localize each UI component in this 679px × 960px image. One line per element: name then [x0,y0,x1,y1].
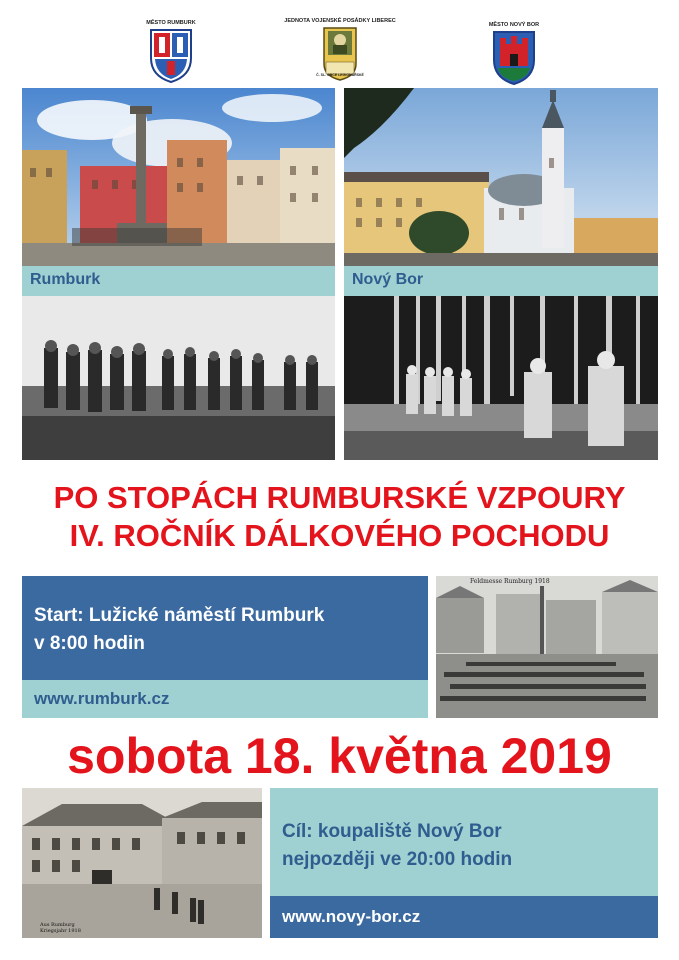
logo-legion-badge-text: Č. SL. OBCE LEGIONÁŘSKÉ [316,73,364,77]
rumburk-coat-of-arms-icon [140,28,202,84]
finish-time: nejpozději ve 20:00 hodin [282,849,513,870]
postcard-street-caption: Aus Rumburg Kriegsjahr 1918 [40,922,81,934]
headline-title: PO STOPÁCH RUMBURSKÉ VZPOURY [53,480,626,515]
start-url-link[interactable]: www.rumburk.cz [34,689,170,708]
logo-rumburk-label: MĚSTO RUMBURK [146,20,196,26]
photo-postcard-street [22,788,262,938]
start-url-box[interactable] [22,680,428,718]
finish-info-box [270,788,658,896]
start-location: Start: Lužické náměstí Rumburk [34,605,325,626]
finish-url-link[interactable]: www.novy-bor.cz [282,907,421,926]
headline-subtitle: IV. ROČNÍK DÁLKOVÉHO POCHODU [69,518,610,553]
logo-novy-bor [484,22,544,86]
caption-novy-bor: Nový Bor [344,266,658,296]
photo-forest-execution [344,296,658,460]
caption-rumburk: Rumburk [22,266,335,296]
postcard-feldmesse-caption: Feldmesse Rumburg 1918 [470,578,550,585]
event-date: sobota 18. května 2019 [67,728,612,784]
finish-url-box[interactable] [270,896,658,938]
photo-postcard-feldmesse [436,576,658,718]
photo-soldiers-lineup [22,296,335,460]
logo-legion [272,18,408,84]
finish-location: Cíl: koupaliště Nový Bor [282,821,502,842]
novy-bor-coat-of-arms-icon [484,30,544,86]
logo-novy-bor-label: MĚSTO NOVÝ BOR [488,22,540,28]
photo-novy-bor-church [344,88,658,266]
start-info-box [22,576,428,680]
logo-rumburk [140,20,202,84]
start-time: v 8:00 hodin [34,633,145,654]
photo-rumburk-square [22,88,335,266]
logo-legion-label: JEDNOTA VOJENSKÉ POSÁDKY LIBEREC [284,18,396,24]
